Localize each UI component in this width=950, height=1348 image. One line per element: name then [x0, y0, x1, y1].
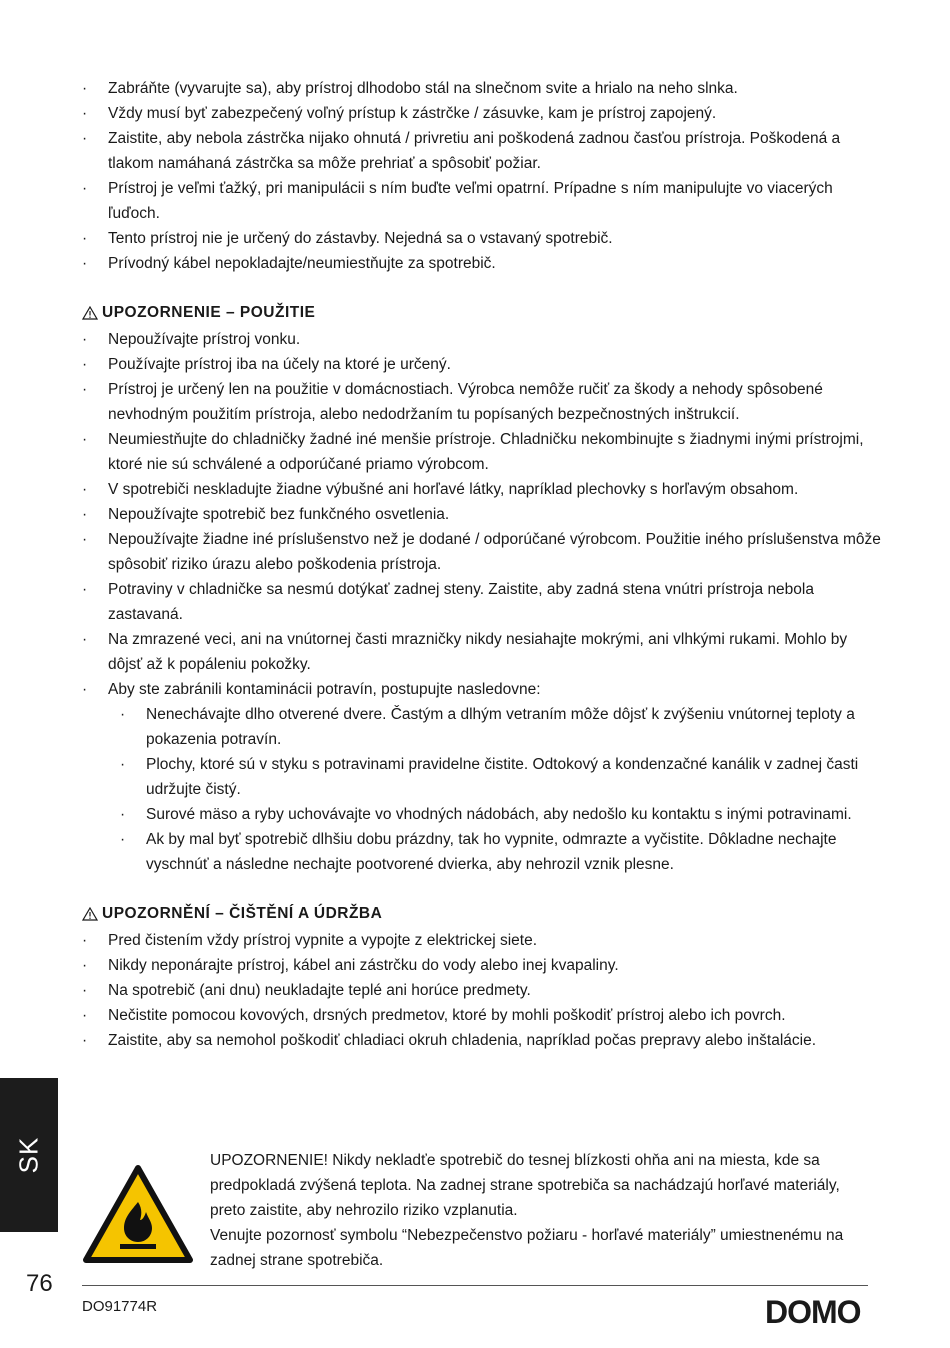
fire-warning-text	[210, 1148, 860, 1273]
list-item: · Zaistite, aby nebola zástrčka nijako ohnutá / privretiu ani poškodená zadnou časťou prístroja. Poškodená a tlakom namáhaná zástrčka sa môže prehriať a spôsobiť požiar.	[82, 126, 882, 176]
brand-logo	[765, 1297, 869, 1332]
sub-list-item: · Ak by mal byť spotrebič dlhšiu dobu prázdny, tak ho vypnite, odmrazte a vyčistite. Dôkladne nechajte vyschnúť a následne nechajte pootvorené dvierka, aby nehrozil vznik plesne.	[120, 827, 882, 877]
flammable-warning-icon	[82, 1164, 194, 1264]
list-item: · Vždy musí byť zabezpečený voľný prístup k zástrčke / zásuvke, kam je prístroj zapojený.	[82, 101, 882, 126]
list-item: · V spotrebiči neskladujte žiadne výbušné ani horľavé látky, napríklad plechovky s horľavým obsahom.	[82, 477, 882, 502]
list-item: · Prístroj je určený len na použitie v domácnostiach. Výrobca nemôže ručiť za škody a nehody spôsobené nevhodným použitím prístroja, alebo nedodržaním tu popísaných bezpečnostných inštrukcií.	[82, 377, 882, 427]
safety-list	[82, 76, 882, 276]
language-tab-label: SK	[13, 1136, 44, 1174]
cleaning-list	[82, 928, 882, 1053]
fire-warning-block	[82, 1148, 872, 1273]
sub-list-item: · Surové mäso a ryby uchovávajte vo vhodných nádobách, aby nedošlo ku kontaktu s inými potravinami.	[120, 802, 882, 827]
list-item: · Prístroj je veľmi ťažký, pri manipulácii s ním buďte veľmi opatrní. Prípadne s ním manipulujte vo viacerých ľuďoch.	[82, 176, 882, 226]
cleaning-title: UPOZORNĚNÍ – ČIŠTĚNÍ A ÚDRŽBA	[102, 905, 383, 922]
list-item: · Pred čistením vždy prístroj vypnite a vypojte z elektrickej siete.	[82, 928, 882, 953]
list-item: · Nikdy neponárajte prístroj, kábel ani zástrčku do vody alebo inej kvapaliny.	[82, 953, 882, 978]
fire-warning-paragraph: UPOZORNENIE! Nikdy nekladťe spotrebič do tesnej blízkosti ohňa ani na miesta, kde sa predpokladá zvýšená teplota. Na zadnej strane spotrebiča sa nachádzajú horľavé materiály, preto zaistite, aby nehrozilo riziko vzplanutia.	[210, 1152, 840, 1219]
language-tab	[0, 1078, 58, 1232]
sub-list-item: · Nenechávajte dlho otverené dvere. Častým a dlhým vetraním môže dôjsť k zvýšeniu vnútornej teploty a pokazenia potravín.	[120, 702, 882, 752]
list-item: · Tento prístroj nie je určený do zástavby. Nejedná sa o vstavaný spotrebič.	[82, 226, 882, 251]
usage-list	[82, 327, 882, 702]
list-item: · Na zmrazené veci, ani na vnútornej časti mrazničky nikdy nesiahajte mokrými, ani vlhkými rukami. Mohlo by dôjsť až k popáleniu pokožky.	[82, 627, 882, 677]
warning-triangle-icon	[82, 907, 98, 921]
list-item: · Nepoužívajte prístroj vonku.	[82, 327, 882, 352]
sub-list-item: · Plochy, ktoré sú v styku s potravinami pravidelne čistite. Odtokový a kondenzačné kanálik v zadnej časti udržujte čistý.	[120, 752, 882, 802]
list-item: · Nečistite pomocou kovových, drsných predmetov, ktoré by mohli poškodiť prístroj alebo ich povrch.	[82, 1003, 882, 1028]
list-item: · Prívodný kábel nepokladajte/neumiestňujte za spotrebič.	[82, 251, 882, 276]
model-number: DO91774R	[82, 1298, 158, 1315]
usage-heading	[82, 300, 882, 325]
list-item: · Používajte prístroj iba na účely na ktoré je určený.	[82, 352, 882, 377]
footer-divider	[82, 1285, 868, 1286]
contamination-sublist	[120, 702, 882, 877]
usage-title: UPOZORNENIE – POUŽITIE	[102, 304, 316, 321]
list-item: · Aby ste zabránili kontaminácii potravín, postupujte nasledovne:	[82, 677, 882, 702]
list-item: · Na spotrebič (ani dnu) neukladajte teplé ani horúce predmety.	[82, 978, 882, 1003]
list-item: · Zabráňte (vyvarujte sa), aby prístroj dlhodobo stál na slnečnom svite a hrialo na neho slnka.	[82, 76, 882, 101]
list-item: · Zaistite, aby sa nemohol poškodiť chladiaci okruh chladenia, napríklad počas prepravy alebo inštalácie.	[82, 1028, 882, 1053]
cleaning-heading	[82, 901, 882, 926]
list-item: · Nepoužívajte spotrebič bez funkčného osvetlenia.	[82, 502, 882, 527]
brand-logo-text: DOMO	[765, 1297, 861, 1327]
list-item: · Nepoužívajte žiadne iné príslušenstvo než je dodané / odporúčané výrobcom. Použitie iného príslušenstva môže spôsobiť riziko úrazu alebo poškodenia prístroja.	[82, 527, 882, 577]
list-item: · Neumiestňujte do chladničky žadné iné menšie prístroje. Chladničku nekombinujte s žiadnymi inými prístrojmi, ktoré nie sú schválené a odporúčané priamo výrobcom.	[82, 427, 882, 477]
list-item: · Potraviny v chladničke sa nesmú dotýkať zadnej steny. Zaistite, aby zadná stena vnútri prístroja nebola zastavaná.	[82, 577, 882, 627]
fire-warning-paragraph: Venujte pozornosť symbolu “Nebezpečenstvo požiaru - horľavé materiály” umiestnenému na zadnej strane spotrebiča.	[210, 1227, 844, 1269]
page-content	[82, 76, 882, 1053]
warning-triangle-icon	[82, 306, 98, 320]
page-number: 76	[26, 1270, 53, 1297]
